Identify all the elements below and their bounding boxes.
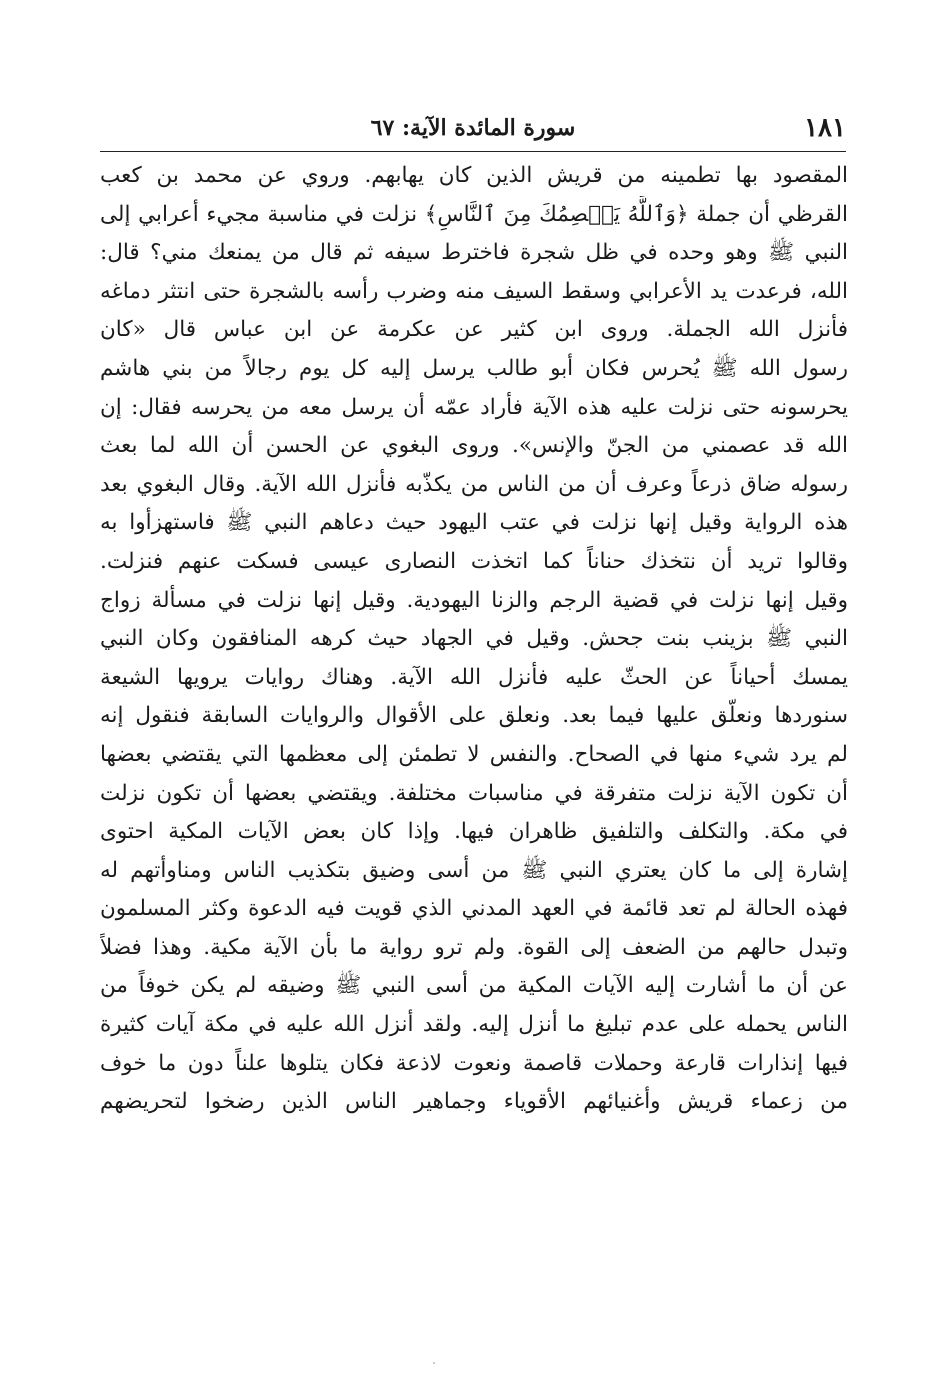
text-line: فهذه الحالة لم تعد قائمة في العهد المدني الذي قويت فيه الدعوة وكثر المسلمون <box>100 896 848 922</box>
text-line: يحرسونه حتى نزلت عليه هذه الآية فأراد عمّه أن يرسل معه من يحرسه فقال: إن <box>100 394 848 420</box>
text-line: وقيل إنها نزلت في قضية الرجم والزنا اليهودية. وقيل إنها نزلت في مسألة زواج <box>100 587 848 613</box>
text-line: رسول الله ﷺ يُحرس فكان أبو طالب يرسل إليه كل يوم رجالاً من بني هاشم <box>100 355 848 381</box>
text-line: سنوردها ونعلّق عليها فيما بعد. ونعلق على الأقوال والروايات السابقة فنقول إنه <box>100 703 848 729</box>
text-line: عن أن ما أشارت إليه الآيات المكية من أسى النبي ﷺ وضيقه لم يكن خوفاً من <box>100 973 848 999</box>
header-divider <box>100 151 846 152</box>
text-line: من زعماء قريش وأغنيائهم الأقوياء وجماهير الناس الذين رضخوا لتحريضهم <box>100 1089 848 1115</box>
text-line: لم يرد شيء منها في الصحاح. والنفس لا تطمئن إلى معظمها التي يقتضي بعضها <box>100 741 848 767</box>
scan-speck <box>433 1362 435 1364</box>
text-line: فأنزل الله الجملة. وروى ابن كثير عن عكرمة عن ابن عباس قال «كان <box>100 317 848 343</box>
body-text <box>100 157 848 1122</box>
text-line: النبي ﷺ وهو وحده في ظل شجرة فاخترط سيفه ثم قال من يمنعك مني؟ قال: <box>100 240 848 266</box>
text-line: وتبدل حالهم من الضعف إلى القوة. ولم ترو رواية ما بأن الآية مكية. وهذا فضلاً <box>100 934 848 960</box>
page-header <box>100 108 846 152</box>
text-line: الله، فرعدت يد الأعرابي وسقط السيف منه وضرب رأسه بالشجرة حتى انتثر دماغه <box>100 278 848 304</box>
text-line: يمسك أحياناً عن الحثّ عليه فأنزل الله الآية. وهناك روايات يرويها الشيعة <box>100 664 848 690</box>
text-line: أن تكون الآية نزلت متفرقة في مناسبات مختلفة. ويقتضي بعضها أن تكون نزلت <box>100 780 848 806</box>
text-line: وقالوا تريد أن نتخذك حناناً كما اتخذت النصارى عيسى فسكت عنهم فنزلت. <box>100 548 848 574</box>
text-line: إشارة إلى ما كان يعتري النبي ﷺ من أسى وضيق بتكذيب الناس ومناوأتهم له <box>100 857 848 883</box>
text-line: الله قد عصمني من الجنّ والإنس». وروى البغوي عن الحسن أن الله لما بعث <box>100 433 848 459</box>
text-line: رسوله ضاق ذرعاً وعرف أن من الناس من يكذّبه فأنزل الله الآية. وقال البغوي بعد <box>100 471 848 497</box>
page-number: ١٨١ <box>804 113 846 143</box>
text-line: الناس يحمله على عدم تبليغ ما أنزل إليه. ولقد أنزل الله عليه في مكة آيات كثيرة <box>100 1012 848 1038</box>
text-line: هذه الرواية وقيل إنها نزلت في عتب اليهود حيث دعاهم النبي ﷺ فاستهزأوا به <box>100 510 848 536</box>
text-line: النبي ﷺ بزينب بنت جحش. وقيل في الجهاد حيث كرهه المنافقون وكان النبي <box>100 626 848 652</box>
text-line: في مكة. والتكلف والتلفيق ظاهران فيها. وإذا كان بعض الآيات المكية احتوى <box>100 819 848 845</box>
text-line: المقصود بها تطمينه من قريش الذين كان يهابهم. وروي عن محمد بن كعب <box>100 163 848 188</box>
text-line: القرظي أن جملة ﴿وَٱللَّهُ يَعۡصِمُكَ مِنَ ٱلنَّاسِ﴾ نزلت في مناسبة مجيء أعرابي إلى <box>100 201 848 227</box>
running-title: سورة المائدة الآية: ٦٧ <box>370 115 576 141</box>
text-line: فيها إنذارات قارعة وحملات قاصمة ونعوت لاذعة فكان يتلوها علناً دون ما خوف <box>100 1050 848 1076</box>
